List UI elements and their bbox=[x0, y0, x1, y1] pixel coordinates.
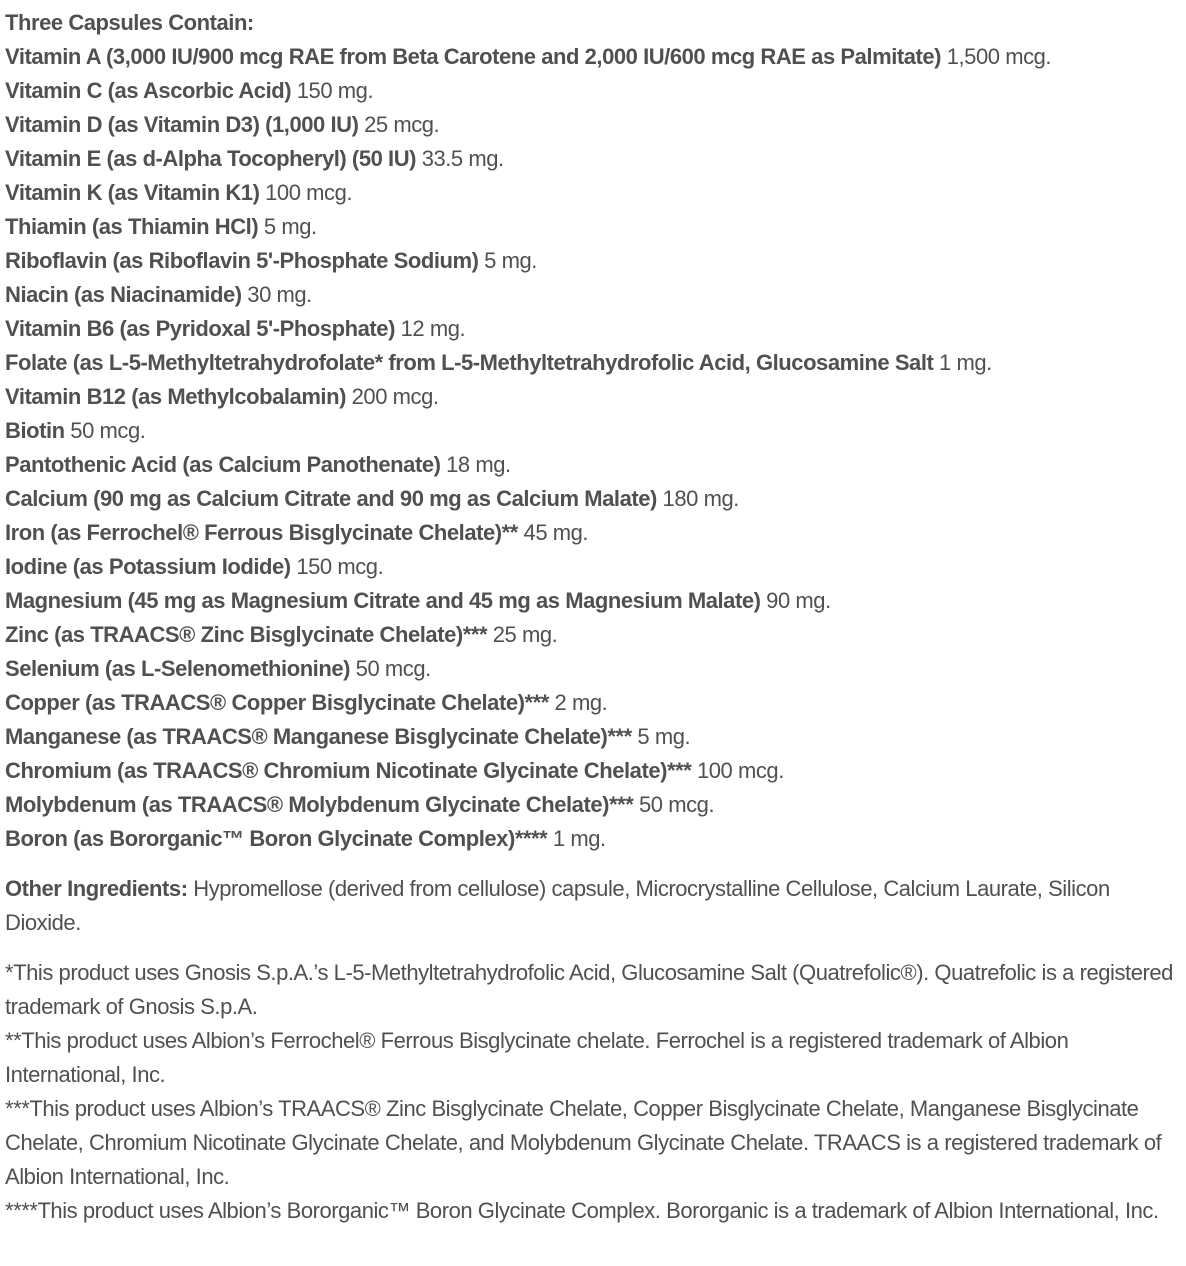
ingredient-name: Riboflavin (as Riboflavin 5'-Phosphate Sodium) bbox=[5, 248, 479, 273]
ingredient-name: Chromium (as TRAACS® Chromium Nicotinate Glycinate Chelate)*** bbox=[5, 758, 692, 783]
ingredient-row bbox=[5, 414, 1181, 448]
ingredient-row bbox=[5, 754, 1181, 788]
ingredient-row bbox=[5, 312, 1181, 346]
ingredient-amount: 33.5 mg. bbox=[416, 146, 504, 171]
ingredient-row bbox=[5, 686, 1181, 720]
ingredient-name: Vitamin C (as Ascorbic Acid) bbox=[5, 78, 292, 103]
ingredient-amount: 100 mcg. bbox=[259, 180, 353, 205]
ingredient-amount: 200 mcg. bbox=[345, 384, 439, 409]
ingredient-amount: 50 mcg. bbox=[633, 792, 715, 817]
ingredient-name: Thiamin (as Thiamin HCl) bbox=[5, 214, 259, 239]
ingredient-row bbox=[5, 380, 1181, 414]
other-ingredients bbox=[5, 872, 1181, 940]
ingredient-name: Niacin (as Niacinamide) bbox=[5, 282, 242, 307]
ingredient-name: Folate (as L-5-Methyltetrahydrofolate* from L-5-Methyltetrahydrofolic Acid, Glucosamine Salt bbox=[5, 350, 934, 375]
capsules-heading: Three Capsules Contain: bbox=[5, 10, 254, 35]
ingredient-row bbox=[5, 142, 1181, 176]
ingredient-list bbox=[5, 40, 1181, 856]
ingredient-amount: 1 mg. bbox=[933, 350, 992, 375]
ingredient-amount: 1 mg. bbox=[547, 826, 606, 851]
ingredient-amount: 5 mg. bbox=[478, 248, 537, 273]
ingredient-amount: 45 mg. bbox=[517, 520, 589, 545]
ingredient-row bbox=[5, 652, 1181, 686]
ingredient-amount: 18 mg. bbox=[440, 452, 511, 477]
ingredient-row bbox=[5, 584, 1181, 618]
ingredient-row bbox=[5, 482, 1181, 516]
ingredient-amount: 30 mg. bbox=[241, 282, 312, 307]
ingredient-name: Magnesium (45 mg as Magnesium Citrate and 45 mg as Magnesium Malate) bbox=[5, 588, 761, 613]
ingredient-name: Vitamin E (as d-Alpha Tocopheryl) (50 IU) bbox=[5, 146, 417, 171]
ingredient-name: Pantothenic Acid (as Calcium Panothenate) bbox=[5, 452, 441, 477]
ingredient-amount: 100 mcg. bbox=[691, 758, 784, 783]
ingredient-amount: 180 mg. bbox=[656, 486, 739, 511]
ingredient-name: Selenium (as L-Selenomethionine) bbox=[5, 656, 350, 681]
ingredient-amount: 50 mcg. bbox=[64, 418, 146, 443]
ingredient-row bbox=[5, 74, 1181, 108]
ingredient-row bbox=[5, 40, 1181, 74]
ingredient-row bbox=[5, 516, 1181, 550]
ingredient-row bbox=[5, 720, 1181, 754]
ingredient-amount: 50 mcg. bbox=[350, 656, 431, 681]
ingredient-row bbox=[5, 210, 1181, 244]
ingredient-name: Biotin bbox=[5, 418, 65, 443]
ingredient-row bbox=[5, 550, 1181, 584]
ingredient-name: Zinc (as TRAACS® Zinc Bisglycinate Chelate)*** bbox=[5, 622, 488, 647]
ingredient-amount: 2 mg. bbox=[548, 690, 608, 715]
ingredient-name: Molybdenum (as TRAACS® Molybdenum Glycinate Chelate)*** bbox=[5, 792, 634, 817]
footnotes bbox=[5, 956, 1181, 1228]
ingredient-amount: 1,500 mcg. bbox=[941, 44, 1052, 69]
ingredient-amount: 150 mg. bbox=[291, 78, 374, 103]
ingredient-name: Iron (as Ferrochel® Ferrous Bisglycinate Chelate)** bbox=[5, 520, 518, 545]
ingredient-row bbox=[5, 618, 1181, 652]
ingredient-amount: 25 mcg. bbox=[358, 112, 440, 137]
footnote-quatrefolic: *This product uses Gnosis S.p.A.’s L-5-Methyltetrahydrofolic Acid, Glucosamine Salt (Quatrefolic®). Quatrefolic is a registered trademark of Gnosis S.p.A. bbox=[5, 960, 1173, 1019]
ingredient-name: Vitamin A (3,000 IU/900 mcg RAE from Beta Carotene and 2,000 IU/600 mcg RAE as Palmitate) bbox=[5, 44, 942, 69]
ingredient-row bbox=[5, 346, 1181, 380]
ingredient-name: Vitamin B12 (as Methylcobalamin) bbox=[5, 384, 346, 409]
ingredient-amount: 5 mg. bbox=[631, 724, 691, 749]
footnote-ferrochel: **This product uses Albion’s Ferrochel® Ferrous Bisglycinate chelate. Ferrochel is a registered trademark of Albion International, Inc. bbox=[5, 1028, 1069, 1087]
ingredient-row bbox=[5, 244, 1181, 278]
ingredient-row bbox=[5, 278, 1181, 312]
ingredient-row bbox=[5, 108, 1181, 142]
ingredient-amount: 25 mg. bbox=[487, 622, 558, 647]
ingredient-name: Boron (as Bororganic™ Boron Glycinate Complex)**** bbox=[5, 826, 548, 851]
ingredient-row bbox=[5, 176, 1181, 210]
other-ingredients-label: Other Ingredients: bbox=[5, 876, 188, 901]
ingredient-row bbox=[5, 822, 1181, 856]
ingredient-name: Manganese (as TRAACS® Manganese Bisglycinate Chelate)*** bbox=[5, 724, 632, 749]
ingredient-name: Vitamin K (as Vitamin K1) bbox=[5, 180, 260, 205]
ingredient-name: Copper (as TRAACS® Copper Bisglycinate Chelate)*** bbox=[5, 690, 549, 715]
ingredient-name: Iodine (as Potassium Iodide) bbox=[5, 554, 291, 579]
ingredient-name: Calcium (90 mg as Calcium Citrate and 90 mg as Calcium Malate) bbox=[5, 486, 657, 511]
other-ingredients-text: Hypromellose (derived from cellulose) capsule, Microcrystalline Cellulose, Calcium Laurate, Silicon Dioxide. bbox=[5, 876, 1110, 935]
ingredient-name: Vitamin D (as Vitamin D3) (1,000 IU) bbox=[5, 112, 359, 137]
ingredient-amount: 150 mcg. bbox=[290, 554, 384, 579]
ingredient-row bbox=[5, 448, 1181, 482]
ingredient-amount: 5 mg. bbox=[258, 214, 317, 239]
ingredient-row bbox=[5, 788, 1181, 822]
ingredient-amount: 12 mg. bbox=[394, 316, 466, 341]
footnote-bororganic: ****This product uses Albion’s Bororganic™ Boron Glycinate Complex. Bororganic is a trademark of Albion International, Inc. bbox=[5, 1198, 1159, 1223]
ingredient-name: Vitamin B6 (as Pyridoxal 5'-Phosphate) bbox=[5, 316, 395, 341]
ingredient-amount: 90 mg. bbox=[760, 588, 831, 613]
footnote-traacs: ***This product uses Albion’s TRAACS® Zinc Bisglycinate Chelate, Copper Bisglycinate Chelate, Manganese Bisglycinate Chelate, Chromium Nicotinate Glycinate Chelate, and Molybdenum Glycinate Chelate. TRAACS is a registered trademark of Albion International, Inc. bbox=[5, 1096, 1162, 1189]
